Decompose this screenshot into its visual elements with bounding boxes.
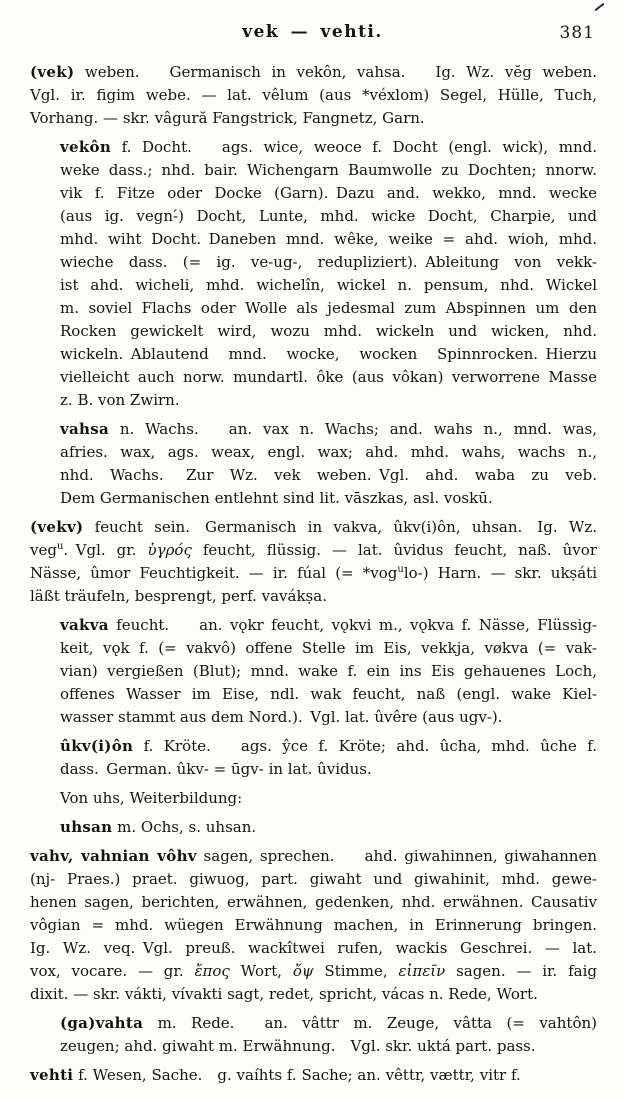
- text-line: [30, 845, 597, 868]
- text-segment: lo-) Harn. — skr. ukṣáti: [403, 564, 597, 582]
- page-number: 381: [559, 23, 595, 43]
- text-segment: afries. wax, ags. weax, engl. wax; ahd. mhd. wahs, wachs n.,: [60, 443, 597, 461]
- text-segment: vox, vocare. — gr.: [30, 962, 195, 980]
- text-segment: m. Ochs, s. uhsan.: [112, 818, 257, 836]
- running-title: vek — vehti.: [242, 22, 383, 42]
- text-segment: zeugen; ahd. giwaht m. Erwähnung. Vgl. skr. uktá part. pass.: [60, 1037, 536, 1055]
- text-segment: f. Wesen, Sache. g. vaíhts f. Sache; an. vêttr, vættr, vitr f.: [73, 1066, 521, 1084]
- text-line: [30, 562, 597, 585]
- text-segment: Vgl. ir. figim webe. — lat. vêlum (aus *véxlom) Segel, Hülle, Tuch,: [30, 86, 597, 104]
- text-segment: nhd. Wachs. Zur Wz. vek weben. Vgl. ahd. waba zu veb.: [60, 466, 597, 484]
- text-segment: wickeln. Ablautend mnd. wocke, wocken Spinnrocken. Hierzu: [60, 345, 597, 363]
- text-line: [60, 136, 597, 159]
- text-segment: feucht. an. vǫkr feucht, vǫkvi m., vǫkva f. Nässe, Flüssig-: [108, 616, 597, 634]
- text-line: [60, 660, 597, 683]
- text-line: [60, 787, 597, 810]
- text-line: [60, 614, 597, 637]
- text-line: [30, 914, 597, 937]
- text-line: [30, 983, 597, 1006]
- text-segment: m. soviel Flachs oder Wolle als jedesmal zum Abspinnen um den: [60, 299, 597, 317]
- text-segment: Wort,: [229, 962, 293, 980]
- entry-ukvion: [60, 735, 597, 781]
- text-segment: henen sagen, berichten, erwähnen, gedenken, nhd. erwähnen. Causativ: [30, 893, 597, 911]
- text-segment: n. Wachs. an. vax n. Wachs; and. wahs n., mnd. was,: [109, 420, 597, 438]
- text-line: [60, 464, 597, 487]
- text-line: [60, 389, 597, 412]
- headword: vekôn: [60, 138, 112, 156]
- text-line: [60, 735, 597, 758]
- text-line: [30, 516, 597, 539]
- entry-vekon: [60, 136, 597, 412]
- headword: vahv, vahnian vôhv: [30, 847, 197, 865]
- text-segment: ὑγρός: [147, 541, 192, 559]
- text-line: [60, 816, 597, 839]
- text-segment: εἰπεῖν: [398, 962, 446, 980]
- text-segment: wasser stammt aus dem Nord.). Vgl. lat. ûvêre (aus ugv-).: [60, 708, 503, 726]
- text-segment: Nässe, ûmor Feuchtigkeit. — ir. fúal (= *vog: [30, 564, 398, 582]
- text-segment: ὄψ: [292, 962, 314, 980]
- headword: vakva: [60, 616, 109, 634]
- text-segment: veg: [30, 541, 57, 559]
- text-line: [60, 182, 597, 205]
- text-line: [60, 274, 597, 297]
- text-segment: . Vgl. gr.: [63, 541, 148, 559]
- entry-uhsan: [60, 816, 597, 839]
- text-segment: vian) vergießen (Blut); mnd. wake f. ein ins Eis gehauenes Loch,: [60, 662, 597, 680]
- entry-vek: [30, 61, 597, 130]
- entry-vekv: [30, 516, 597, 608]
- entry-vakva: [60, 614, 597, 729]
- text-segment: ist ahd. wicheli, mhd. wichelîn, wickel n. pensum, nhd. Wickel: [60, 276, 597, 294]
- text-segment: f. Docht. ags. wice, weoce f. Docht (engl. wick), mnd.: [111, 138, 597, 156]
- text-segment: (aus ig. vegn-́) Docht, Lunte, mhd. wicke Docht, Charpie, und: [60, 207, 597, 225]
- text-segment: mhd. wiht Docht. Daneben mnd. wêke, weike = ahd. wioh, mhd.: [60, 230, 597, 248]
- text-line: [30, 960, 597, 983]
- text-line: [60, 1012, 597, 1035]
- entry-vehti: [30, 1064, 597, 1087]
- text-segment: Stimme,: [313, 962, 399, 980]
- text-segment: wieche dass. (= ig. ve-ug-, redupliziert). Ableitung von vekk-: [60, 253, 597, 271]
- text-line: [60, 683, 597, 706]
- headword: vehti: [30, 1066, 74, 1084]
- text-segment: Von uhs, Weiterbildung:: [60, 789, 243, 807]
- text-segment: u: [397, 564, 404, 575]
- headword: (vek): [30, 63, 75, 81]
- text-line: [60, 320, 597, 343]
- text-segment: f. Kröte. ags. ŷce f. Kröte; ahd. ûcha, mhd. ûche f.: [133, 737, 597, 755]
- text-line: [30, 585, 597, 608]
- text-line: [60, 228, 597, 251]
- text-line: [60, 366, 597, 389]
- text-line: [30, 891, 597, 914]
- text-segment: Ig. Wz. veq. Vgl. preuß. wackîtwei rufen, wackis Geschrei. — lat.: [30, 939, 597, 957]
- entry-vahsa: [60, 418, 597, 510]
- text-segment: vielleicht auch norw. mundartl. ôke (aus vôkan) verworrene Masse: [60, 368, 597, 386]
- entry-vahv: [30, 845, 597, 1006]
- text-segment: sagen. — ir. faig: [445, 962, 597, 980]
- text-segment: offenes Wasser im Eise, ndl. wak feucht, naß (engl. wake Kiel-: [60, 685, 597, 703]
- text-segment: u: [56, 541, 64, 552]
- text-line: [60, 706, 597, 729]
- entry-gavahta: [60, 1012, 597, 1058]
- headword: (vekv): [30, 518, 84, 536]
- text-segment: Dem Germanischen entlehnt sind lit. vāszkas, asl. voskū.: [60, 489, 493, 507]
- text-segment: dixit. — skr. vákti, vívakti sagt, redet, spricht, vácas n. Rede, Wort.: [30, 985, 538, 1003]
- text-segment: vôgian = mhd. wüegen Erwähnung machen, in Erinnerung bringen.: [30, 916, 597, 934]
- text-segment: Rocken gewickelt wird, wozu mhd. wickeln und wicken, nhd.: [60, 322, 597, 340]
- text-segment: vik f. Fitze oder Docke (Garn). Dazu and. wekko, mnd. wecke: [60, 184, 597, 202]
- page-header: [30, 22, 595, 46]
- text-line: [60, 343, 597, 366]
- text-line: [30, 107, 597, 130]
- text-line: [60, 441, 597, 464]
- text-line: [60, 251, 597, 274]
- text-segment: feucht, flüssig. — lat. ûvidus feucht, naß. ûvor: [191, 541, 597, 559]
- text-line: [60, 758, 597, 781]
- text-segment: z. B. von Zwirn.: [60, 391, 180, 409]
- text-segment: (nj- Praes.) praet. giwuog, part. giwaht und giwahinit, mhd. gewe-: [30, 870, 597, 888]
- text-segment: sagen, sprechen. ahd. giwahinnen, giwahannen: [196, 847, 597, 865]
- headword: (ga)vahta: [60, 1014, 144, 1032]
- headword: uhsan: [60, 818, 113, 836]
- text-segment: Vorhang. — skr. vâgură Fangstrick, Fangnetz, Garn.: [30, 109, 425, 127]
- text-line: [30, 1064, 597, 1087]
- text-segment: weke dass.; nhd. bair. Wichengarn Baumwolle zu Dochten; nnorw.: [60, 161, 597, 179]
- text-segment: ἔπος: [194, 962, 230, 980]
- text-segment: keit, vǫk f. (= vakvô) offene Stelle im Eis, vekkja, vøkva (= vak-: [60, 639, 597, 657]
- text-segment: dass. German. ûkv- = ūgv- in lat. ûvidus.: [60, 760, 372, 778]
- headword: vahsa: [60, 420, 110, 438]
- entries: [30, 61, 597, 1093]
- text-segment: m. Rede. an. vâttr m. Zeuge, vâtta (= vahtôn): [143, 1014, 597, 1032]
- text-line: [60, 418, 597, 441]
- text-line: [60, 1035, 597, 1058]
- text-segment: weben. Germanisch in vekôn, vahsa. Ig. Wz. vĕg weben.: [74, 63, 597, 81]
- text-line: [30, 539, 597, 562]
- text-segment: läßt träufeln, besprengt, perf. vavákṣa.: [30, 587, 327, 605]
- text-segment: feucht sein. Germanisch in vakva, ûkv(i)ôn, uhsan. Ig. Wz.: [83, 518, 597, 536]
- text-line: [30, 61, 597, 84]
- scan-artifact-mark: [595, 3, 605, 11]
- entry-von-uhs: [60, 787, 597, 810]
- text-line: [30, 868, 597, 891]
- text-line: [30, 84, 597, 107]
- text-line: [30, 937, 597, 960]
- text-line: [60, 487, 597, 510]
- text-line: [60, 297, 597, 320]
- text-line: [60, 637, 597, 660]
- text-line: [60, 159, 597, 182]
- headword: ûkv(i)ôn: [60, 737, 134, 755]
- text-line: [60, 205, 597, 228]
